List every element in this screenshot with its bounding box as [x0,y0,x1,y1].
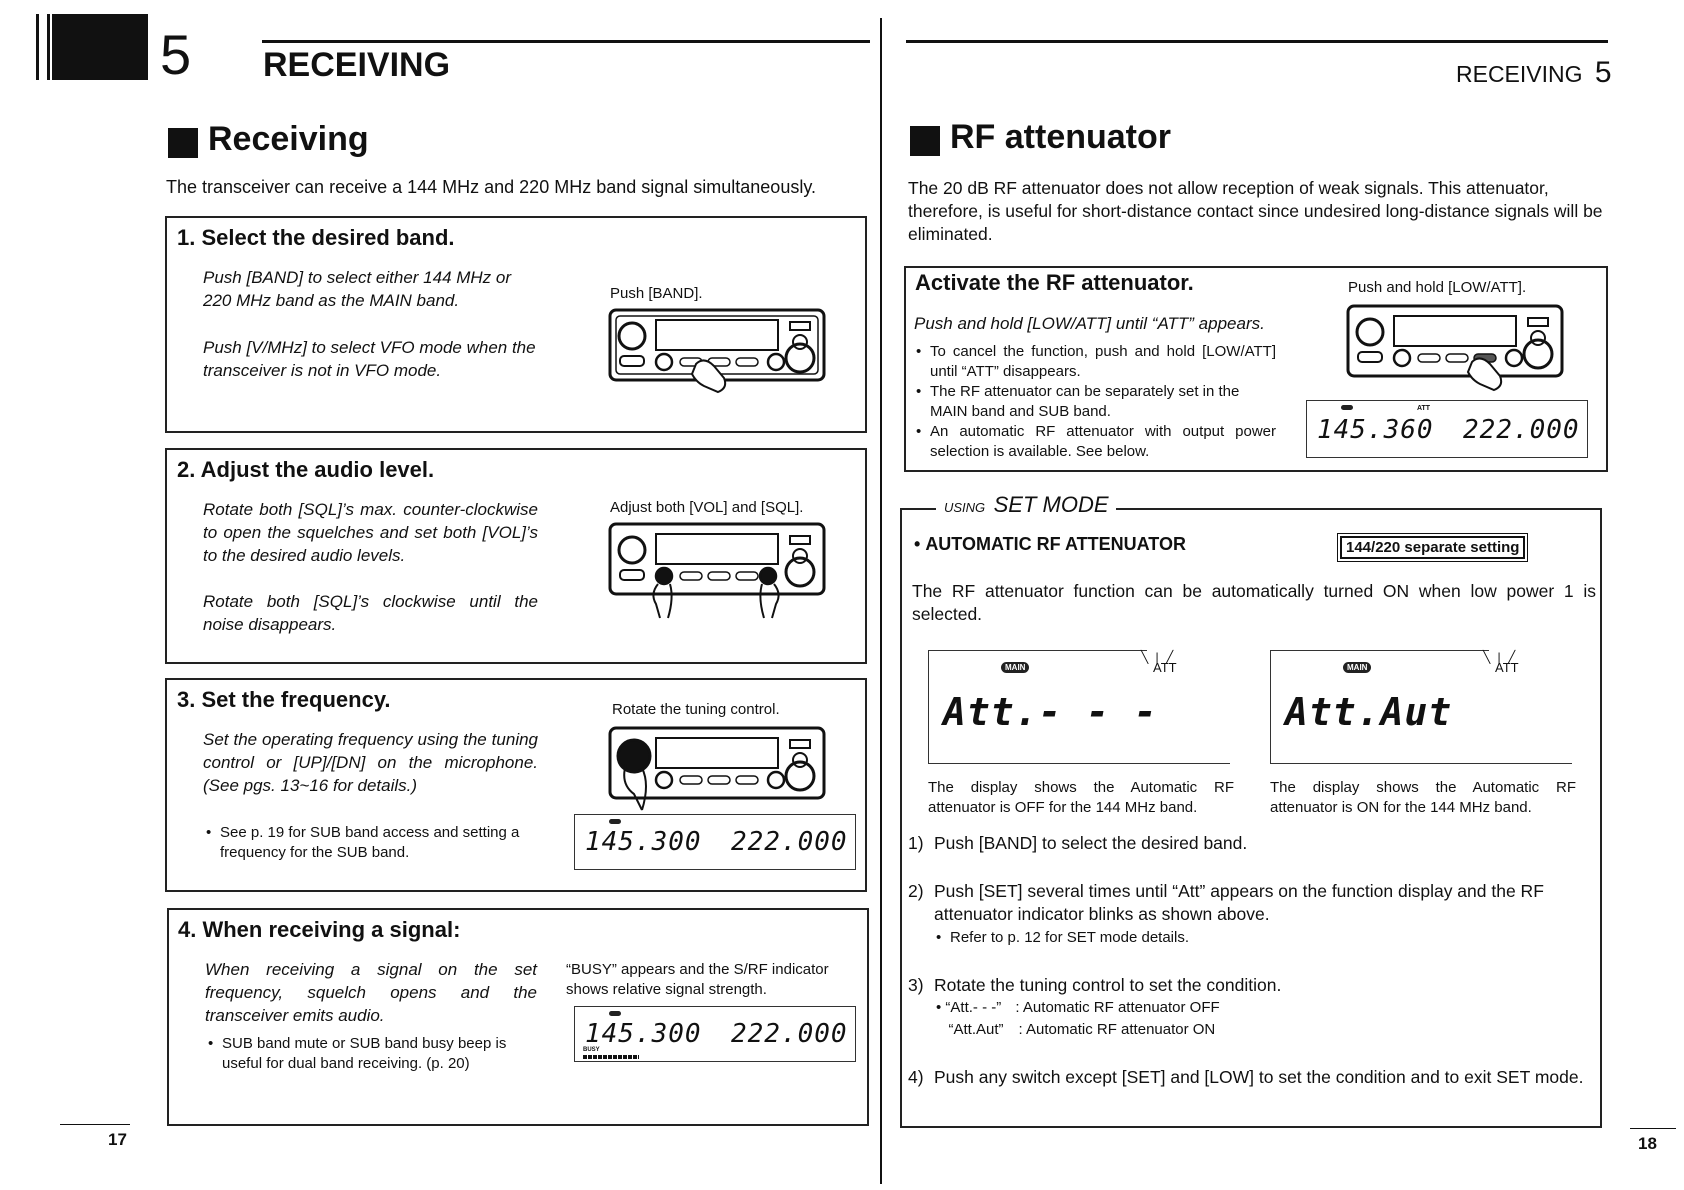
caption-att-on: The display shows the Automatic RF attenuator is ON for the 144 MHz band. [1270,779,1576,816]
procedure-step-1 [908,832,1588,855]
procedure-step-2 [908,880,1598,926]
running-head-number: 5 [1594,56,1612,89]
radio-illustration-low-att [1346,302,1566,398]
step-3-para-1: Set the operating frequency using the tuning control or [UP]/[DN] on the microphone. (See pgs. 13~16 for details.) [203,730,538,795]
activate-caption: Push and hold [LOW/ATT]. [1348,279,1527,296]
activate-bullets [916,342,1276,462]
procedure-step-1-text: Push [BAND] to select the desired band. [934,833,1248,853]
step-3-bullet: • See p. 19 for SUB band access and setting a frequency for the SUB band. [206,823,541,863]
chapter-title: RECEIVING [263,46,451,84]
display-on-top-left-rule [1271,650,1489,651]
page-divider [880,18,882,1184]
intro-text-right: The 20 dB RF attenuator does not allow reception of weak signals. This attenuator, therefore, is useful for short-distance contact since undesired long-distance signals will be eliminated. [908,178,1603,244]
main-badge-icon [609,819,621,824]
step-3-bullets [206,823,541,863]
display-att-off [928,650,1230,764]
lcd-sub-frequency: 222.000 [731,827,848,857]
option-off-key: “Att.- - -” [945,999,1002,1016]
header-rule-left [262,40,870,43]
step-1-caption: Push [BAND]. [610,285,703,302]
display-att-on [1270,650,1572,764]
set-mode-rule-left [900,508,936,510]
step-3-caption: Rotate the tuning control. [612,701,780,718]
header-rule-right [906,40,1608,43]
set-mode-description: The RF attenuator function can be automatically turned ON when low power 1 is selected. [912,581,1596,624]
step-4-bullet: • SUB band mute or SUB band busy beep is useful for dual band receiving. (p. 20) [208,1034,543,1074]
chapter-tab-block [52,14,148,80]
procedure-step-1-num: 1) [908,833,924,853]
activate-bullet-2: • The RF attenuator can be separately set in the MAIN band and SUB band. [916,382,1276,422]
s-meter-bar [583,1055,639,1059]
step-1-title: 1. Select the desired band. [177,225,455,250]
procedure-step-2-num: 2) [908,881,924,901]
main-badge-icon-2 [609,1011,621,1016]
option-off-value: : Automatic RF attenuator OFF [1015,999,1220,1016]
step-4-caption: “BUSY” appears and the S/RF indicator shows relative signal strength. [566,961,829,998]
att-indicator-off: ATT [1153,660,1177,675]
att-indicator-small: ATT [1417,405,1431,412]
att-blink-lines-off: ╲ | ╱ [1141,650,1176,664]
auto-rf-subtitle-text: AUTOMATIC RF ATTENUATOR [925,534,1186,554]
display-off-top-left-rule [929,650,1147,651]
footer-rule-right [1630,1128,1676,1129]
section-title-rf-attenuator: RF attenuator [950,118,1171,156]
activate-bullet-3: • An automatic RF attenuator with output power selection is available. See below. [916,422,1276,462]
section-title-receiving: Receiving [208,120,369,158]
procedure-step-2-notes [936,928,1536,948]
lcd-main-frequency-att: 145.360 [1317,415,1434,445]
radio-illustration-tuning [608,724,828,814]
step-2-para-2: Rotate both [SQL]’s clockwise until the noise disappears. [203,592,538,634]
busy-indicator: BUSY [583,1047,600,1053]
lcd-display-step-4 [574,1006,856,1062]
lcd-display-step-3 [574,814,856,870]
radio-illustration-band [608,306,828,396]
set-mode-using: USING [944,500,986,515]
set-mode-heading [944,492,1109,518]
step-2-title: 2. Adjust the audio level. [177,457,435,482]
chapter-tab-marks [36,14,50,80]
procedure-step-3 [908,974,1588,997]
procedure-step-4-num: 4) [908,1067,924,1087]
step-1-para-1: Push [BAND] to select either 144 MHz or 220 MHz band as the MAIN band. [203,268,512,310]
step-2-caption: Adjust both [VOL] and [SQL]. [610,499,804,516]
activate-bullet-1: • To cancel the function, push and hold [LOW/ATT] until “ATT” disappears. [916,342,1276,382]
running-head [1456,56,1612,90]
att-indicator-on: ATT [1495,660,1519,675]
auto-rf-subtitle: • AUTOMATIC RF ATTENUATOR [914,534,1186,554]
procedure-step-4-text: Push any switch except [SET] and [LOW] to set the condition and to exit SET mode. [934,1067,1584,1087]
option-on-key: “Att.Aut” [948,1021,1004,1038]
lcd-display-att [1306,400,1588,458]
main-badge-on: MAIN [1343,662,1371,673]
radio-illustration-vol-sql [608,520,828,620]
separate-setting-badge: 144/220 separate setting [1340,536,1525,559]
procedure-step-3-option-off: • “Att.- - -” : Automatic RF attenuator OFF [936,999,1220,1016]
footer-rule-left [60,1124,130,1125]
procedure-step-2-text: Push [SET] several times until “Att” appears on the function display and the RF attenuator indicator blinks as shown above. [934,881,1544,924]
procedure-step-3-text: Rotate the tuning control to set the condition. [934,975,1282,995]
page-number-right: 18 [1638,1134,1657,1153]
activate-title: Activate the RF attenuator. [915,270,1194,295]
att-blink-lines-on: ╲ | ╱ [1483,650,1518,664]
set-mode-title: SET MODE [993,492,1109,517]
display-on-text: Att.Aut [1285,690,1453,734]
procedure-step-4 [908,1066,1598,1089]
step-4-para-1: When receiving a signal on the set frequency, squelch opens and the transceiver emits audio. [205,960,537,1025]
activate-instruction: Push and hold [LOW/ATT] until “ATT” appears. [914,314,1265,333]
intro-text-left: The transceiver can receive a 144 MHz and 220 MHz band signal simultaneously. [166,177,816,197]
lcd-sub-frequency-att: 222.000 [1463,415,1580,445]
section-marker-right [910,126,940,156]
page-number-left: 17 [108,1130,127,1149]
lcd-sub-frequency-2: 222.000 [731,1019,848,1049]
display-off-text: Att.- - - [943,690,1158,734]
step-2-para-1: Rotate both [SQL]’s max. counter-clockwise to open the squelches and set both [VOL]’s to the desired audio levels. [203,500,538,565]
step-4-title: 4. When receiving a signal: [178,917,461,942]
running-head-label: RECEIVING [1456,61,1583,87]
set-mode-rule-right [1116,508,1602,510]
section-marker-left [168,128,198,158]
procedure-step-3-num: 3) [908,975,924,995]
main-badge-off: MAIN [1001,662,1029,673]
step-4-bullets [208,1034,543,1074]
main-badge-att [1341,405,1353,410]
caption-att-off: The display shows the Automatic RF attenuator is OFF for the 144 MHz band. [928,779,1234,816]
lcd-main-frequency-2: 145.300 [585,1019,702,1049]
lcd-main-frequency: 145.300 [585,827,702,857]
chapter-number: 5 [160,23,192,86]
step-3-title: 3. Set the frequency. [177,687,391,712]
procedure-step-2-note: • Refer to p. 12 for SET mode details. [936,928,1536,948]
step-1-para-2: Push [V/MHz] to select VFO mode when the transceiver is not in VFO mode. [203,338,536,380]
procedure-step-3-option-on [936,1020,1215,1040]
option-on-value: : Automatic RF attenuator ON [1018,1021,1216,1038]
